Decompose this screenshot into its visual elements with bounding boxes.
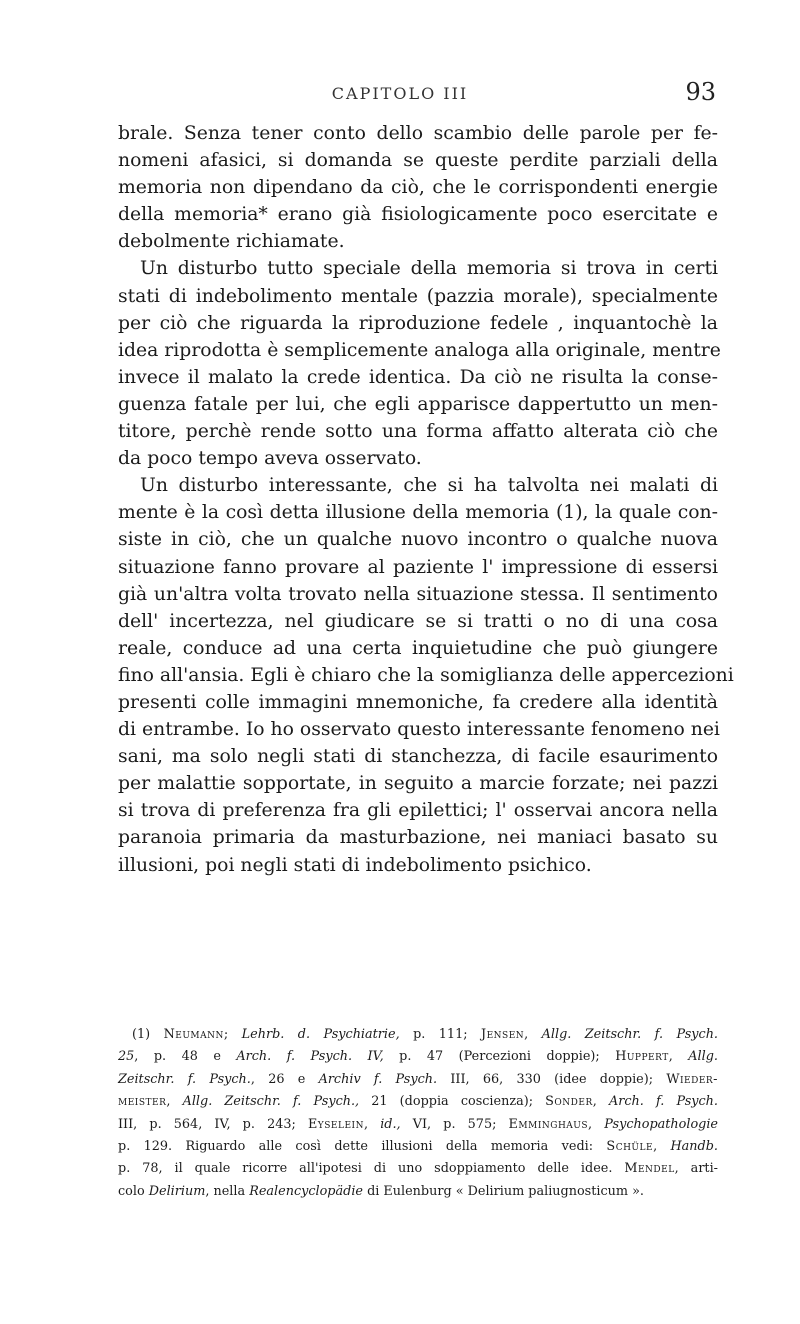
footnote-line xyxy=(118,1024,718,1046)
body-line: fino all'ansia. Egli è chiaro che la somiglianza delle appercezioni xyxy=(118,664,734,686)
page-header xyxy=(0,78,800,118)
footnote-text: , xyxy=(363,1116,381,1132)
body-line: illusioni, poi negli stati di indebolimento psichico. xyxy=(118,854,592,876)
body-line: situazione fanno provare al paziente l' impressione di essersi xyxy=(118,556,718,578)
body-text xyxy=(118,120,734,879)
body-line: già un'altra volta trovato nella situazione stessa. Il sentimento xyxy=(118,583,718,605)
footnote-author: Wieder- xyxy=(666,1071,718,1087)
body-line: memoria non dipendano da ciò, che le corrispondenti energie xyxy=(118,177,718,199)
footnote-text: ; xyxy=(223,1027,242,1042)
body-line: stati di indebolimento mentale (pazzia morale), specialmente xyxy=(118,285,718,307)
footnote-text: , xyxy=(653,1138,671,1154)
footnote-text: , xyxy=(524,1027,542,1042)
body-line: della memoria* erano già fisiologicamente poco esercitate e xyxy=(118,204,718,226)
footnote-title: Allg. Zeitschr. f. Psych., xyxy=(182,1094,360,1110)
page-number: 93 xyxy=(685,78,716,106)
footnote-author: Schüle xyxy=(606,1138,654,1154)
footnote-text: p. 129. Riguardo alle così dette illusioni della memoria vedi: xyxy=(118,1138,607,1154)
footnote-line xyxy=(118,1091,718,1113)
body-line: per malattie sopportate, in seguito a marcie forzate; nei pazzi xyxy=(118,773,718,795)
body-line: nomeni afasici, si domanda se queste perdite parziali della xyxy=(118,150,718,172)
body-line: da poco tempo aveva osservato. xyxy=(118,448,422,470)
footnote-author: meister xyxy=(118,1094,167,1110)
footnote-line xyxy=(118,1136,718,1158)
body-line: sani, ma solo negli stati di stanchezza, di facile esaurimento xyxy=(118,746,718,768)
footnote-title: Archiv f. Psych. xyxy=(318,1071,438,1087)
footnote-text: , nella xyxy=(205,1183,250,1199)
footnote-author: Jensen xyxy=(480,1027,525,1042)
footnote-author: Eyselein xyxy=(307,1116,364,1132)
footnote-author: Sonder xyxy=(545,1094,593,1110)
footnote-text: di Eulenburg « Delirium paliugnosticum ». xyxy=(363,1183,644,1199)
body-line: guenza fatale per lui, che egli apparisce dappertutto un men- xyxy=(118,393,718,415)
footnote-text: p. 111; xyxy=(399,1027,481,1042)
footnote-title: Zeitschr. f. Psych. xyxy=(118,1071,251,1087)
footnote-text: colo xyxy=(118,1183,149,1199)
footnote-line xyxy=(118,1046,718,1068)
footnote-title: 25 xyxy=(118,1049,135,1065)
footnote-title: id., xyxy=(380,1116,401,1132)
body-line: invece il malato la crede identica. Da ciò ne risulta la conse- xyxy=(118,366,718,388)
footnote-text: III, p. 564, IV, p. 243; xyxy=(118,1116,308,1132)
body-line: debolmente richiamate. xyxy=(118,231,345,253)
footnote-text: p. 78, il quale ricorre all'ipotesi di uno sdoppiamento delle idee. xyxy=(118,1161,625,1177)
body-line: titore, perchè rende sotto una forma affatto alterata ciò che xyxy=(118,421,718,443)
footnote-text: p. 47 (Percezioni doppie); xyxy=(383,1049,616,1065)
footnote-title: Arch. f. Psych. IV, xyxy=(236,1049,384,1065)
footnote-title: Arch. f. Psych. xyxy=(608,1094,718,1110)
body-line: Un disturbo tutto speciale della memoria si trova in certi xyxy=(140,258,718,280)
body-line: siste in ciò, che un qualche nuovo incontro o qualche nuova xyxy=(118,529,718,551)
footnote-author: Neumann xyxy=(163,1027,224,1042)
footnote-title: Allg. xyxy=(688,1049,718,1065)
footnote-line xyxy=(118,1114,718,1136)
footnote-line xyxy=(118,1158,718,1180)
footnote-author: Emminghaus xyxy=(508,1116,589,1132)
footnote-line xyxy=(118,1181,718,1203)
footnote-text: VI, p. 575; xyxy=(400,1116,509,1132)
footnote-author: Mendel xyxy=(624,1161,675,1177)
body-line: dell' incertezza, nel giudicare se si tratti o no di una cosa xyxy=(118,610,718,632)
footnote-text: , 26 e xyxy=(250,1071,319,1087)
footnote-title: Realencyclopädie xyxy=(249,1183,363,1199)
body-line: di entrambe. Io ho osservato questo interessante fenomeno nei xyxy=(118,719,720,741)
footnote-text: III, 66, 330 (idee doppie); xyxy=(437,1071,667,1087)
footnote-title: Psychopathologie xyxy=(604,1116,719,1132)
footnote-text: , xyxy=(588,1116,605,1132)
footnote-text: , xyxy=(592,1094,609,1110)
body-line: Un disturbo interessante, che si ha talvolta nei malati di xyxy=(140,475,718,497)
body-line: reale, conduce ad una certa inquietudine che può giungere xyxy=(118,637,718,659)
body-line: presenti colle immagini mnemoniche, fa credere alla identità xyxy=(118,691,718,713)
body-line: mente è la così detta illusione della memoria (1), la quale con- xyxy=(118,502,718,524)
footnote-author: Huppert xyxy=(615,1049,669,1065)
body-line: per ciò che riguarda la riproduzione fedele , inquantochè la xyxy=(118,312,718,334)
body-line: paranoia primaria da masturbazione, nei maniaci basato su xyxy=(118,827,718,849)
footnote-title: Allg. Zeitschr. f. Psych. xyxy=(541,1027,719,1042)
footnote-text: , xyxy=(166,1094,183,1110)
footnote-title: Lehrb. d. Psychiatrie, xyxy=(241,1027,400,1042)
footnote-text: (1) xyxy=(132,1027,164,1042)
running-head: CAPITOLO III xyxy=(331,84,469,103)
footnotes xyxy=(118,1024,718,1203)
body-line: idea riprodotta è semplicemente analoga alla originale, mentre xyxy=(118,339,721,361)
footnote-text: , xyxy=(668,1049,689,1065)
footnote-title: Handb. xyxy=(670,1138,718,1154)
footnote-line xyxy=(118,1069,718,1091)
footnote-text: , arti- xyxy=(674,1161,718,1177)
body-line: si trova di preferenza fra gli epilettici; l' osservai ancora nella xyxy=(118,800,718,822)
footnote-text: , p. 48 e xyxy=(134,1049,237,1065)
footnote-title: Delirium xyxy=(148,1183,206,1199)
body-line: brale. Senza tener conto dello scambio delle parole per fe- xyxy=(118,123,718,144)
footnote-text: 21 (doppia coscienza); xyxy=(359,1094,546,1110)
